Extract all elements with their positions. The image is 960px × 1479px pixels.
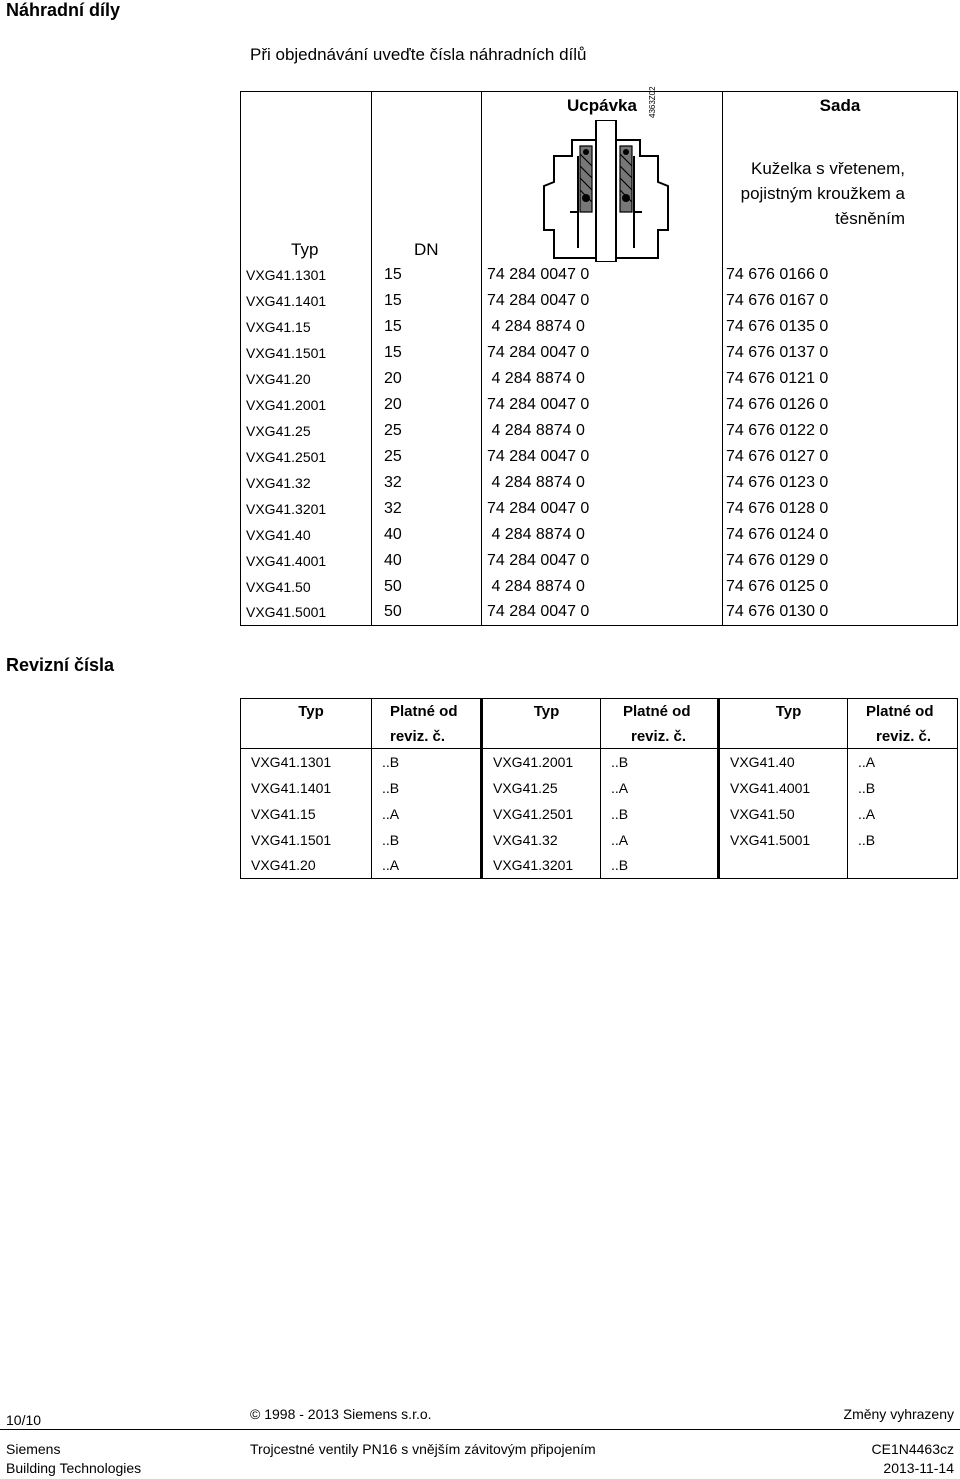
- header-sada-desc: [741, 156, 905, 231]
- parts-row: [241, 574, 958, 600]
- sada-desc-line-3: těsněním: [835, 209, 905, 228]
- parts-cell-sada: 74 676 0123 0: [723, 470, 958, 496]
- section-title-revisions: Revizní čísla: [6, 655, 115, 675]
- rev-cell-typ: VXG41.20: [251, 857, 316, 874]
- header-sada-cell: [723, 92, 958, 262]
- parts-cell-ucpavka: 74 284 0047 0: [482, 340, 723, 366]
- parts-cell-dn: 50: [372, 574, 482, 600]
- parts-cell-ucpavka: 4 284 8874 0: [482, 366, 723, 392]
- rev-cell-typ: VXG41.1401: [251, 779, 332, 796]
- parts-cell-dn: 25: [372, 444, 482, 470]
- rev-cell-typ: VXG41.4001: [719, 775, 848, 801]
- sada-desc-line-2: pojistným kroužkem a: [740, 184, 905, 203]
- spare-parts-table: [240, 86, 958, 626]
- parts-row: [241, 548, 958, 574]
- rev-cell-revision: ..A: [848, 749, 958, 775]
- document-number: CE1N4463cz: [871, 1441, 954, 1457]
- order-instruction: Při objednávání uveďte čísla náhradních dílů: [250, 45, 587, 64]
- rev-row: [241, 801, 958, 827]
- header-dn: DN: [372, 92, 482, 262]
- parts-row: [241, 522, 958, 548]
- rev-header-typ-1: Typ: [298, 703, 324, 721]
- rev-header-reviz-1: reviz. č.: [372, 725, 482, 749]
- rev-header-platne-2: Platné od: [601, 699, 719, 725]
- parts-cell-typ: VXG41.25: [246, 422, 311, 439]
- parts-row: [241, 496, 958, 522]
- rev-cell-revision: ..B: [372, 827, 482, 853]
- parts-row: [241, 470, 958, 496]
- rev-cell-revision: ..A: [601, 827, 719, 853]
- changes-reserved: Změny vyhrazeny: [843, 1406, 954, 1422]
- parts-cell-ucpavka: 74 284 0047 0: [482, 496, 723, 522]
- rev-cell-typ: [719, 853, 848, 879]
- parts-cell-ucpavka: 74 284 0047 0: [482, 600, 723, 626]
- parts-cell-dn: 15: [372, 340, 482, 366]
- parts-cell-sada: 74 676 0124 0: [723, 522, 958, 548]
- rev-cell-revision: ..B: [372, 749, 482, 775]
- rev-header-typ-2: Typ: [482, 699, 601, 725]
- header-ucpavka: Ucpávka: [567, 96, 637, 115]
- parts-cell-sada: 74 676 0125 0: [723, 574, 958, 600]
- parts-cell-ucpavka: 4 284 8874 0: [482, 522, 723, 548]
- parts-cell-ucpavka: 4 284 8874 0: [482, 574, 723, 600]
- header-ucpavka-cell: [482, 86, 723, 262]
- parts-cell-sada: 74 676 0167 0: [723, 288, 958, 314]
- drawing-code: 4363Z02: [648, 86, 657, 118]
- rev-cell-revision: ..B: [601, 801, 719, 827]
- rev-body: [241, 749, 958, 879]
- rev-cell-revision: ..A: [372, 801, 482, 827]
- parts-cell-typ: VXG41.4001: [246, 552, 327, 569]
- parts-cell-typ: VXG41.5001: [246, 604, 327, 621]
- parts-cell-dn: 15: [372, 262, 482, 288]
- parts-row: [241, 600, 958, 626]
- page-number: 10/10: [6, 1412, 42, 1428]
- parts-cell-dn: 20: [372, 392, 482, 418]
- rev-row: [241, 749, 958, 775]
- parts-cell-sada: 74 676 0137 0: [723, 340, 958, 366]
- header-sada: Sada: [819, 96, 861, 115]
- parts-cell-sada: 74 676 0166 0: [723, 262, 958, 288]
- rev-cell-revision: ..B: [372, 775, 482, 801]
- rev-cell-revision: ..B: [848, 775, 958, 801]
- parts-cell-dn: 25: [372, 418, 482, 444]
- parts-cell-typ: VXG41.1301: [246, 266, 327, 283]
- parts-cell-sada: 74 676 0129 0: [723, 548, 958, 574]
- parts-cell-typ: VXG41.50: [246, 578, 311, 595]
- rev-cell-revision: ..B: [848, 827, 958, 853]
- parts-row: [241, 314, 958, 340]
- rev-header-reviz-3: reviz. č.: [848, 725, 958, 749]
- parts-body: [241, 262, 958, 626]
- parts-cell-ucpavka: 74 284 0047 0: [482, 444, 723, 470]
- rev-cell-revision: ..B: [601, 853, 719, 879]
- rev-cell-revision: ..A: [601, 775, 719, 801]
- parts-cell-sada: 74 676 0130 0: [723, 600, 958, 626]
- rev-cell-revision: ..A: [372, 853, 482, 879]
- parts-cell-dn: 15: [372, 288, 482, 314]
- company-name: Siemens: [6, 1441, 61, 1457]
- parts-cell-sada: 74 676 0122 0: [723, 418, 958, 444]
- rev-cell-typ: VXG41.25: [482, 775, 601, 801]
- parts-row: [241, 392, 958, 418]
- rev-cell-typ: VXG41.2001: [482, 749, 601, 775]
- gland-drawing: [482, 120, 722, 262]
- parts-cell-typ: VXG41.40: [246, 526, 311, 543]
- parts-cell-ucpavka: 4 284 8874 0: [482, 470, 723, 496]
- parts-cell-ucpavka: 74 284 0047 0: [482, 262, 723, 288]
- parts-cell-sada: 74 676 0121 0: [723, 366, 958, 392]
- parts-cell-sada: 74 676 0127 0: [723, 444, 958, 470]
- rev-header-typ-3: Typ: [719, 699, 848, 725]
- rev-cell-typ: VXG41.15: [251, 805, 316, 822]
- parts-cell-typ: VXG41.15: [246, 318, 311, 335]
- parts-row: [241, 366, 958, 392]
- parts-row: [241, 444, 958, 470]
- parts-cell-typ: VXG41.32: [246, 474, 311, 491]
- parts-row: [241, 340, 958, 366]
- rev-cell-revision: [848, 853, 958, 879]
- rev-cell-typ: VXG41.40: [719, 749, 848, 775]
- rev-cell-typ: VXG41.32: [482, 827, 601, 853]
- parts-cell-ucpavka: 74 284 0047 0: [482, 392, 723, 418]
- rev-row: [241, 775, 958, 801]
- parts-cell-dn: 50: [372, 600, 482, 626]
- parts-cell-dn: 15: [372, 314, 482, 340]
- division-name: Building Technologies: [6, 1460, 142, 1476]
- parts-cell-ucpavka: 4 284 8874 0: [482, 314, 723, 340]
- rev-header-reviz-2: reviz. č.: [601, 725, 719, 749]
- parts-cell-dn: 32: [372, 496, 482, 522]
- parts-cell-ucpavka: 74 284 0047 0: [482, 288, 723, 314]
- rev-cell-revision: ..A: [848, 801, 958, 827]
- rev-row: [241, 827, 958, 853]
- header-typ: Typ: [291, 239, 319, 259]
- rev-cell-typ: VXG41.1501: [251, 831, 332, 848]
- rev-cell-typ: VXG41.1301: [251, 753, 332, 770]
- rev-row: [241, 853, 958, 879]
- rev-cell-revision: ..B: [601, 749, 719, 775]
- parts-cell-typ: VXG41.2501: [246, 448, 327, 465]
- parts-cell-typ: VXG41.1501: [246, 344, 327, 361]
- revision-table: [240, 698, 958, 879]
- section-title-spare-parts: Náhradní díly: [6, 0, 121, 20]
- rev-header-platne-1: Platné od: [372, 699, 482, 725]
- parts-cell-sada: 74 676 0135 0: [723, 314, 958, 340]
- parts-cell-dn: 32: [372, 470, 482, 496]
- parts-cell-typ: VXG41.20: [246, 370, 311, 387]
- parts-cell-dn: 20: [372, 366, 482, 392]
- parts-cell-sada: 74 676 0128 0: [723, 496, 958, 522]
- footer-divider: [0, 1429, 960, 1430]
- rev-cell-typ: VXG41.5001: [719, 827, 848, 853]
- parts-row: [241, 262, 958, 288]
- rev-header-row-2: [241, 725, 958, 749]
- document-title: Trojcestné ventily PN16 s vnějším závitovým připojením: [250, 1441, 596, 1457]
- parts-cell-typ: VXG41.1401: [246, 292, 327, 309]
- parts-cell-sada: 74 676 0126 0: [723, 392, 958, 418]
- parts-cell-typ: VXG41.2001: [246, 396, 327, 413]
- parts-cell-dn: 40: [372, 548, 482, 574]
- parts-cell-dn: 40: [372, 522, 482, 548]
- parts-cell-ucpavka: 74 284 0047 0: [482, 548, 723, 574]
- parts-row: [241, 418, 958, 444]
- parts-header-row: [241, 92, 958, 262]
- rev-cell-typ: VXG41.2501: [482, 801, 601, 827]
- rev-header-row-1: [241, 699, 958, 725]
- parts-cell-typ: VXG41.3201: [246, 500, 327, 517]
- parts-row: [241, 288, 958, 314]
- rev-cell-typ: VXG41.3201: [482, 853, 601, 879]
- rev-cell-typ: VXG41.50: [719, 801, 848, 827]
- parts-cell-ucpavka: 4 284 8874 0: [482, 418, 723, 444]
- document-date: 2013-11-14: [883, 1460, 954, 1476]
- copyright: © 1998 - 2013 Siemens s.r.o.: [250, 1406, 432, 1422]
- sada-desc-line-1: Kuželka s vřetenem,: [750, 159, 905, 178]
- rev-header-platne-3: Platné od: [848, 699, 958, 725]
